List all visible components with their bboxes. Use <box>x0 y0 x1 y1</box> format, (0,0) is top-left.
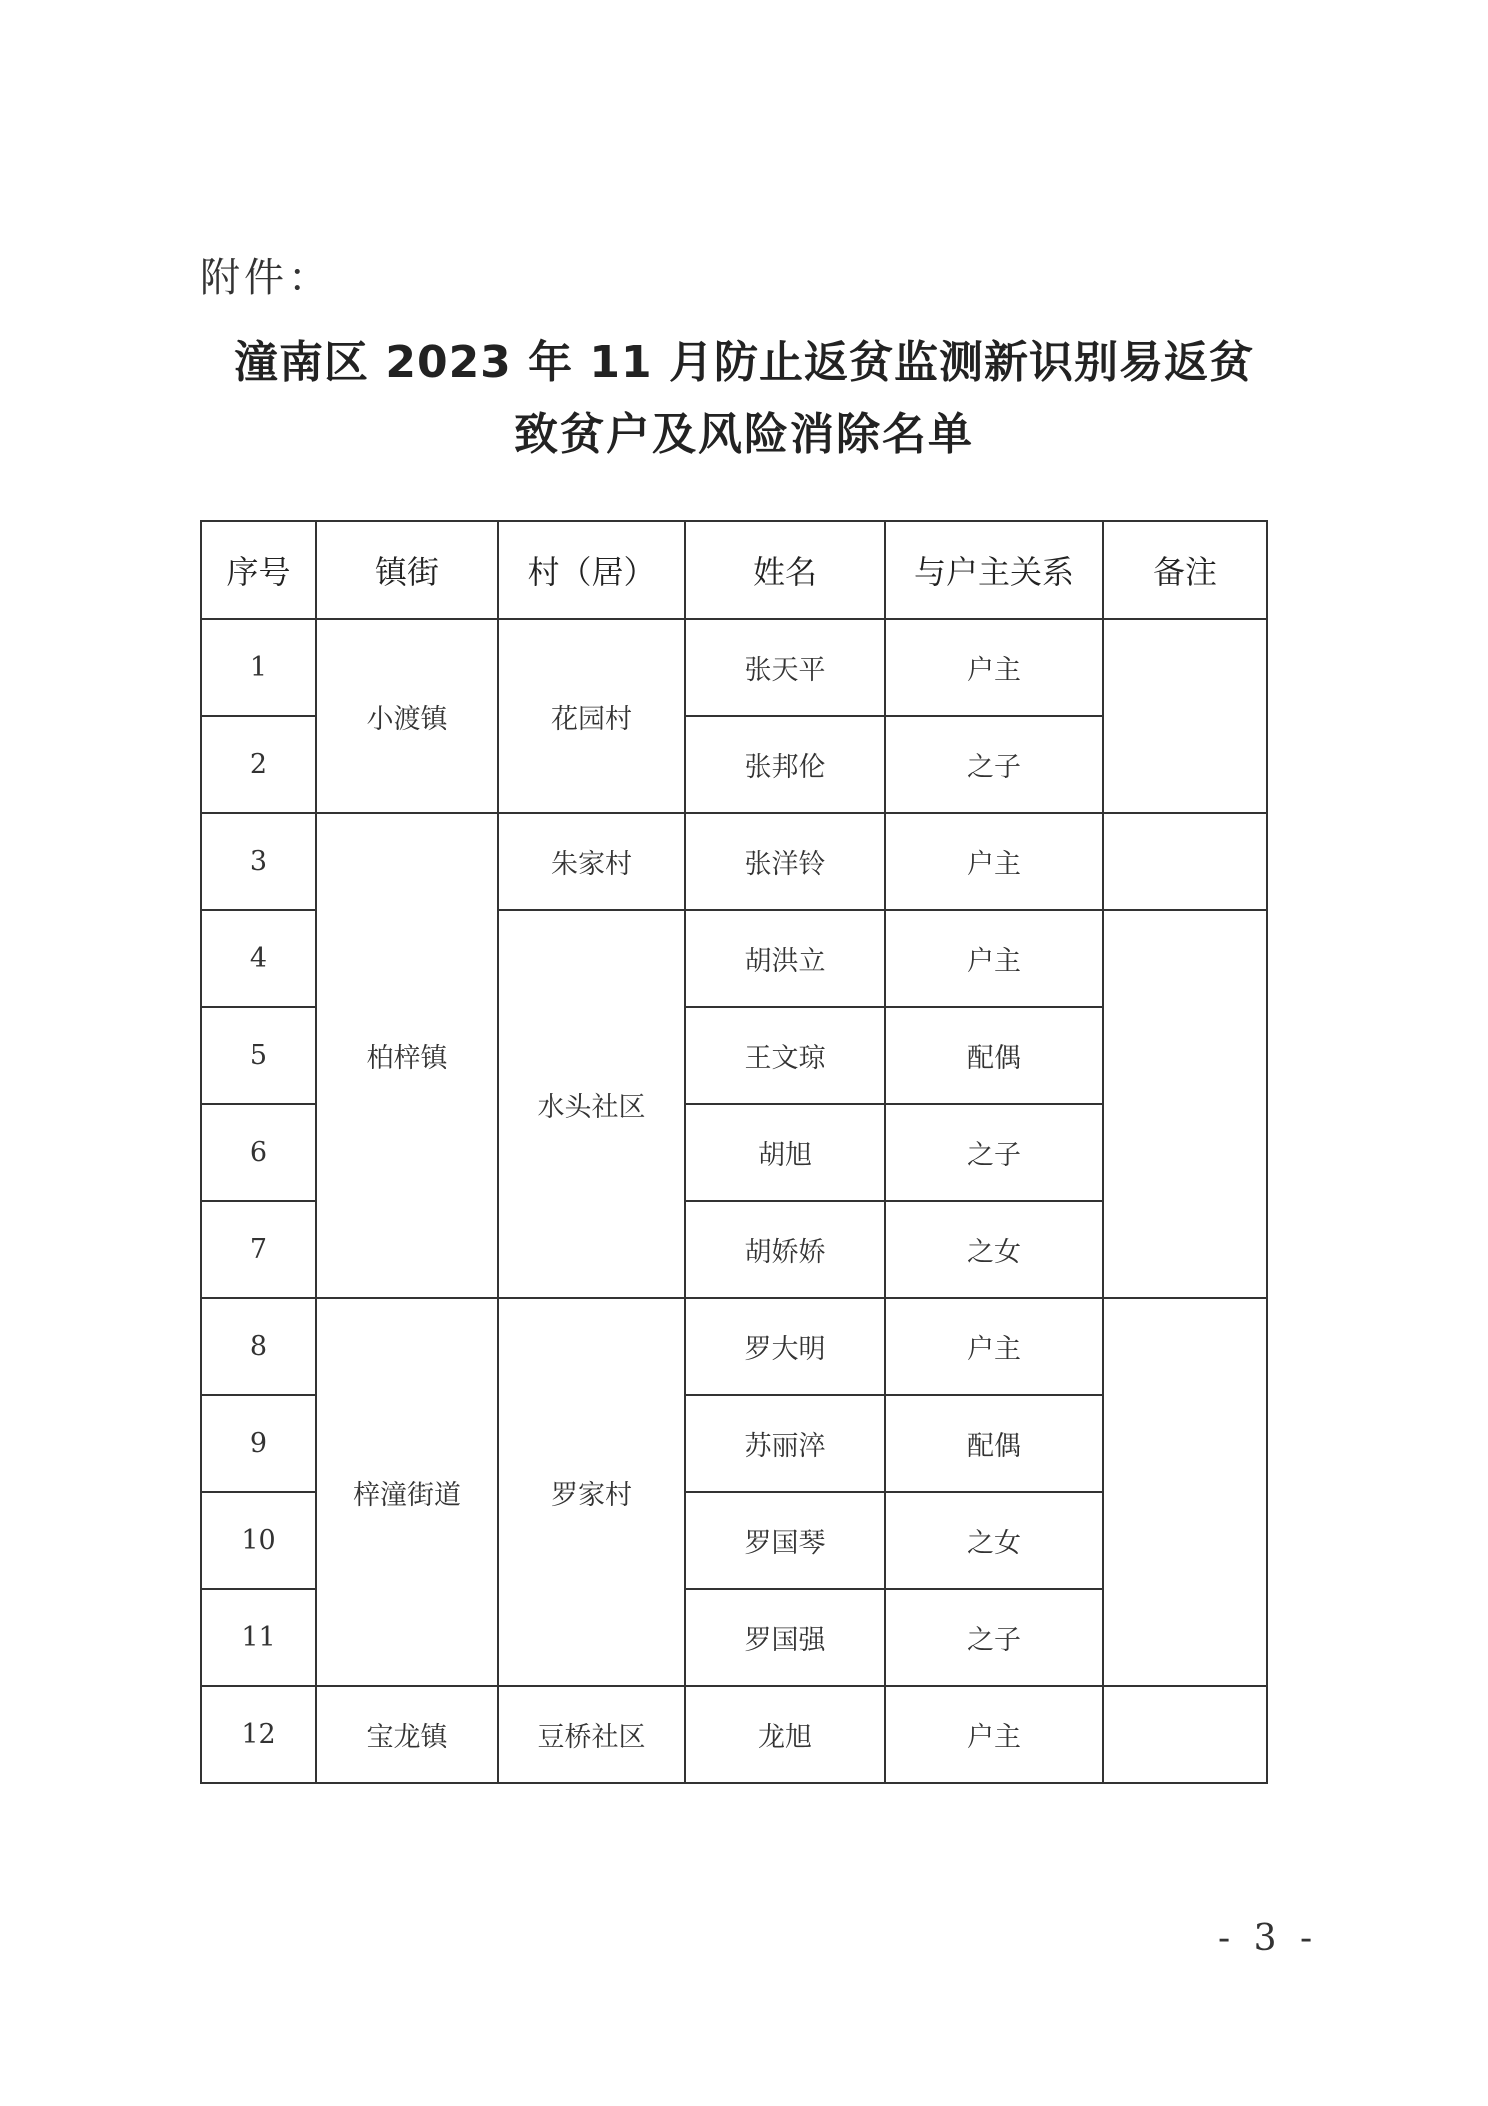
cell-name: 王文琼 <box>685 1007 885 1104</box>
cell-relation: 之女 <box>885 1492 1103 1589</box>
header-note: 备注 <box>1103 521 1267 619</box>
cell-relation: 户主 <box>885 910 1103 1007</box>
cell-index: 11 <box>201 1589 316 1686</box>
document-title-line-2: 致贫户及风险消除名单 <box>514 409 974 460</box>
cell-index: 5 <box>201 1007 316 1104</box>
cell-relation: 之女 <box>885 1201 1103 1298</box>
cell-town: 梓潼街道 <box>316 1298 498 1686</box>
header-village: 村（居） <box>498 521 685 619</box>
table-row <box>201 813 1267 910</box>
cell-note <box>1103 1686 1267 1783</box>
cell-name: 胡洪立 <box>685 910 885 1007</box>
cell-village: 水头社区 <box>498 910 685 1298</box>
cell-note <box>1103 619 1267 813</box>
cell-village: 朱家村 <box>498 813 685 910</box>
cell-name: 胡娇娇 <box>685 1201 885 1298</box>
cell-relation: 之子 <box>885 716 1103 813</box>
cell-name: 张天平 <box>685 619 885 716</box>
cell-relation: 之子 <box>885 1104 1103 1201</box>
header-name: 姓名 <box>685 521 885 619</box>
attachment-label: 附件： <box>200 255 332 301</box>
roster-table <box>200 520 1268 1784</box>
header-relation: 与户主关系 <box>885 521 1103 619</box>
cell-name: 罗大明 <box>685 1298 885 1395</box>
cell-name: 罗国强 <box>685 1589 885 1686</box>
cell-relation: 户主 <box>885 619 1103 716</box>
cell-name: 罗国琴 <box>685 1492 885 1589</box>
cell-name: 苏丽淬 <box>685 1395 885 1492</box>
table-row <box>201 619 1267 716</box>
table-header-row <box>201 521 1267 619</box>
cell-town: 宝龙镇 <box>316 1686 498 1783</box>
cell-index: 9 <box>201 1395 316 1492</box>
cell-village: 罗家村 <box>498 1298 685 1686</box>
cell-note <box>1103 813 1267 910</box>
cell-village: 花园村 <box>498 619 685 813</box>
cell-note <box>1103 910 1267 1298</box>
table-row <box>201 1686 1267 1783</box>
cell-note <box>1103 1298 1267 1686</box>
cell-index: 4 <box>201 910 316 1007</box>
header-index: 序号 <box>201 521 316 619</box>
cell-name: 张邦伦 <box>685 716 885 813</box>
page-number: - 3 - <box>1218 1918 1319 1959</box>
header-town: 镇街 <box>316 521 498 619</box>
cell-town: 柏梓镇 <box>316 813 498 1298</box>
document-title-line-1: 潼南区 2023 年 11 月防止返贫监测新识别易返贫 <box>234 337 1254 388</box>
cell-index: 7 <box>201 1201 316 1298</box>
cell-index: 1 <box>201 619 316 716</box>
cell-name: 龙旭 <box>685 1686 885 1783</box>
cell-index: 6 <box>201 1104 316 1201</box>
cell-relation: 配偶 <box>885 1007 1103 1104</box>
cell-relation: 配偶 <box>885 1395 1103 1492</box>
cell-index: 12 <box>201 1686 316 1783</box>
cell-relation: 户主 <box>885 1686 1103 1783</box>
table-row <box>201 1298 1267 1395</box>
cell-relation: 户主 <box>885 813 1103 910</box>
cell-name: 张洋铃 <box>685 813 885 910</box>
cell-village: 豆桥社区 <box>498 1686 685 1783</box>
cell-index: 8 <box>201 1298 316 1395</box>
cell-name: 胡旭 <box>685 1104 885 1201</box>
cell-relation: 户主 <box>885 1298 1103 1395</box>
cell-index: 3 <box>201 813 316 910</box>
cell-index: 10 <box>201 1492 316 1589</box>
cell-town: 小渡镇 <box>316 619 498 813</box>
cell-relation: 之子 <box>885 1589 1103 1686</box>
cell-index: 2 <box>201 716 316 813</box>
